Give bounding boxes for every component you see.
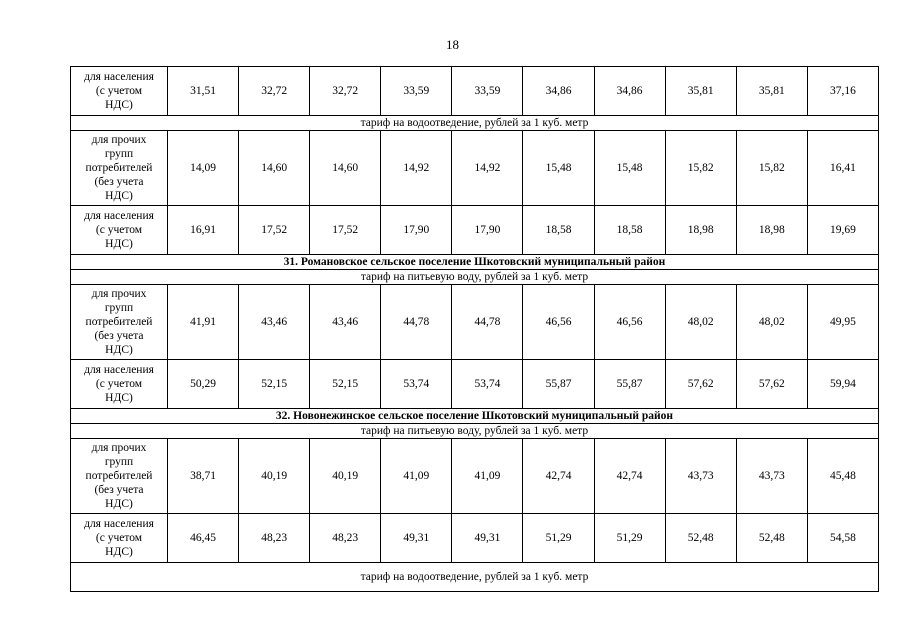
tariff-value-cell: 37,16: [807, 67, 878, 116]
tariff-value-cell: 43,46: [239, 285, 310, 360]
tariff-value-cell: 44,78: [381, 285, 452, 360]
tariff-value-cell: 32,72: [239, 67, 310, 116]
row-label-line: НДС): [105, 392, 133, 404]
tariff-value-cell: 53,74: [381, 360, 452, 409]
tariff-value-cell: 33,59: [452, 67, 523, 116]
tariff-value-cell: 17,90: [452, 206, 523, 255]
tariff-value-cell: 14,92: [381, 131, 452, 206]
tariff-value-cell: 14,92: [452, 131, 523, 206]
row-label-line: групп: [104, 302, 134, 314]
tariff-value-cell: 16,91: [168, 206, 239, 255]
table-row: [71, 131, 879, 206]
row-label: [71, 67, 168, 116]
tariff-value-cell: 35,81: [665, 67, 736, 116]
row-label-line: потребителей: [85, 470, 153, 482]
row-label-line: НДС): [105, 498, 133, 510]
row-label-line: НДС): [105, 190, 133, 202]
table-row: [71, 285, 879, 360]
row-label: [71, 514, 168, 563]
tariff-value-cell: 40,19: [310, 439, 381, 514]
tariff-value-cell: 51,29: [594, 514, 665, 563]
tariff-value-cell: 14,60: [239, 131, 310, 206]
row-label-line: для прочих: [91, 134, 147, 146]
tariff-value-cell: 42,74: [594, 439, 665, 514]
page-number: 18: [446, 37, 459, 52]
row-label-line: (с учетом: [95, 85, 143, 97]
row-label-line: (с учетом: [95, 224, 143, 236]
tariff-value-cell: 41,91: [168, 285, 239, 360]
row-label-line: НДС): [105, 344, 133, 356]
tariff-value-cell: 17,52: [310, 206, 381, 255]
row-label-line: (без учета: [94, 176, 144, 188]
row-label-line: (с учетом: [95, 378, 143, 390]
tariff-value-cell: 49,95: [807, 285, 878, 360]
row-label-line: НДС): [105, 238, 133, 250]
table-row: [71, 206, 879, 255]
section-header-row: [71, 255, 879, 270]
row-label-line: для населения: [84, 518, 154, 530]
tariff-value-cell: 42,74: [523, 439, 594, 514]
tariff-value-cell: 18,98: [665, 206, 736, 255]
tariff-value-cell: 35,81: [736, 67, 807, 116]
tariff-subheader-row: [71, 424, 879, 439]
tariff-value-cell: 55,87: [594, 360, 665, 409]
tariff-value-cell: 55,87: [523, 360, 594, 409]
row-label-line: для населения: [84, 71, 154, 83]
tariff-subheader: тариф на водоотведение, рублей за 1 куб. метр: [71, 563, 879, 592]
tariff-value-cell: 57,62: [736, 360, 807, 409]
row-label-line: НДС): [105, 99, 133, 111]
tariff-subheader: тариф на питьевую воду, рублей за 1 куб. метр: [71, 424, 879, 439]
row-label-line: (с учетом: [95, 532, 143, 544]
tariff-value-cell: 46,45: [168, 514, 239, 563]
tariff-value-cell: 17,52: [239, 206, 310, 255]
row-label: [71, 131, 168, 206]
tariff-value-cell: 45,48: [807, 439, 878, 514]
tariff-value-cell: 38,71: [168, 439, 239, 514]
tariff-value-cell: 51,29: [523, 514, 594, 563]
tariff-value-cell: 18,58: [594, 206, 665, 255]
tariff-value-cell: 19,69: [807, 206, 878, 255]
row-label-line: потребителей: [85, 316, 153, 328]
tariff-value-cell: 33,59: [381, 67, 452, 116]
row-label: [71, 285, 168, 360]
tariff-value-cell: 16,41: [807, 131, 878, 206]
tariff-value-cell: 48,23: [239, 514, 310, 563]
tariff-value-cell: 34,86: [594, 67, 665, 116]
row-label-line: для населения: [84, 210, 154, 222]
row-label-line: потребителей: [85, 162, 153, 174]
tariff-value-cell: 15,48: [594, 131, 665, 206]
tariff-value-cell: 52,15: [310, 360, 381, 409]
table-row: [71, 514, 879, 563]
tariff-value-cell: 49,31: [452, 514, 523, 563]
row-label: [71, 360, 168, 409]
tariff-subheader-row: [71, 270, 879, 285]
row-label-line: групп: [104, 148, 134, 160]
tariff-value-cell: 15,82: [665, 131, 736, 206]
tariff-value-cell: 50,29: [168, 360, 239, 409]
row-label-line: групп: [104, 456, 134, 468]
tariff-value-cell: 14,60: [310, 131, 381, 206]
tariff-value-cell: 52,15: [239, 360, 310, 409]
tariff-value-cell: 32,72: [310, 67, 381, 116]
tariff-value-cell: 31,51: [168, 67, 239, 116]
tariff-value-cell: 43,73: [665, 439, 736, 514]
tariff-value-cell: 57,62: [665, 360, 736, 409]
row-label-line: для населения: [84, 364, 154, 376]
table-row: [71, 360, 879, 409]
row-label: [71, 206, 168, 255]
tariff-value-cell: 15,82: [736, 131, 807, 206]
tariff-value-cell: 41,09: [452, 439, 523, 514]
row-label-line: НДС): [105, 546, 133, 558]
tariff-value-cell: 49,31: [381, 514, 452, 563]
tariff-value-cell: 46,56: [594, 285, 665, 360]
tariff-table-body: [71, 67, 879, 592]
table-row: [71, 67, 879, 116]
row-label-line: для прочих: [91, 288, 147, 300]
tariff-value-cell: 15,48: [523, 131, 594, 206]
tariff-value-cell: 48,02: [736, 285, 807, 360]
tariff-value-cell: 40,19: [239, 439, 310, 514]
row-label: [71, 439, 168, 514]
tariff-value-cell: 53,74: [452, 360, 523, 409]
tariff-value-cell: 48,02: [665, 285, 736, 360]
tariff-value-cell: 41,09: [381, 439, 452, 514]
tariff-value-cell: 52,48: [736, 514, 807, 563]
tariff-table: [70, 66, 879, 592]
tariff-value-cell: 52,48: [665, 514, 736, 563]
tariff-value-cell: 18,58: [523, 206, 594, 255]
row-label-line: для прочих: [91, 442, 147, 454]
tariff-value-cell: 14,09: [168, 131, 239, 206]
tariff-value-cell: 46,56: [523, 285, 594, 360]
section-header-row: [71, 409, 879, 424]
tariff-value-cell: 43,73: [736, 439, 807, 514]
tariff-value-cell: 18,98: [736, 206, 807, 255]
tariff-value-cell: 34,86: [523, 67, 594, 116]
tariff-subheader-row: [71, 563, 879, 592]
tariff-subheader: тариф на питьевую воду, рублей за 1 куб. метр: [71, 270, 879, 285]
tariff-subheader: тариф на водоотведение, рублей за 1 куб. метр: [71, 116, 879, 131]
tariff-value-cell: 17,90: [381, 206, 452, 255]
section-title: 31. Романовское сельское поселение Шкотовский муниципальный район: [71, 255, 879, 270]
tariff-value-cell: 59,94: [807, 360, 878, 409]
section-title: 32. Новонежинское сельское поселение Шкотовский муниципальный район: [71, 409, 879, 424]
tariff-value-cell: 43,46: [310, 285, 381, 360]
tariff-value-cell: 48,23: [310, 514, 381, 563]
row-label-line: (без учета: [94, 484, 144, 496]
row-label-line: (без учета: [94, 330, 144, 342]
tariff-value-cell: 54,58: [807, 514, 878, 563]
tariff-value-cell: 44,78: [452, 285, 523, 360]
table-row: [71, 439, 879, 514]
tariff-subheader-row: [71, 116, 879, 131]
